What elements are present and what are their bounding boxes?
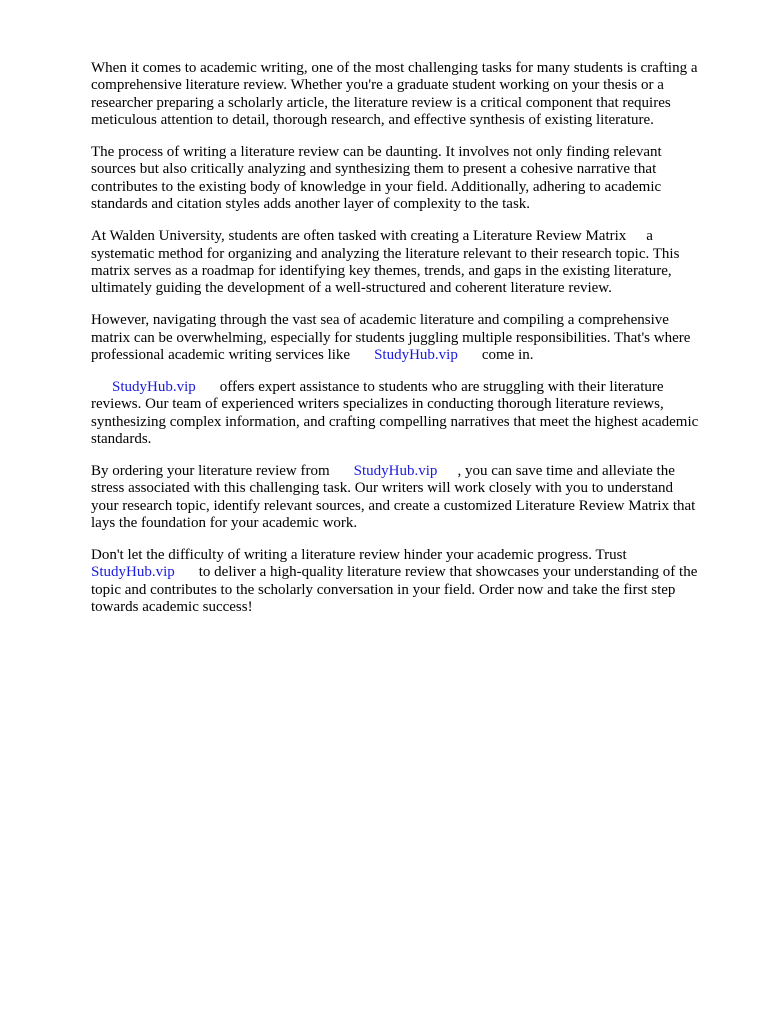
studyhub-link[interactable]: StudyHub.vip: [91, 564, 175, 581]
text-line: synthesizing complex information, and crafting compelling narratives that meet the highest academic: [91, 413, 699, 430]
text-line: reviews. Our team of experienced writers specializes in conducting thorough literature reviews,: [91, 396, 664, 413]
text-line: However, navigating through the vast sea of academic literature and compiling a comprehensive: [91, 312, 669, 329]
studyhub-link[interactable]: StudyHub.vip: [374, 346, 458, 363]
text-line: your research topic, identify relevant sources, and create a customized Literature Review Matrix that: [91, 497, 696, 514]
paragraph-ordering: [91, 463, 723, 533]
text-line: standards and citation styles adds another layer of complexity to the task.: [91, 196, 531, 213]
text-line: [91, 463, 723, 480]
text-line: stress associated with this challenging task. Our writers will work closely with you to understand: [91, 480, 673, 497]
text-line: ultimately guiding the development of a well-structured and coherent literature review.: [91, 280, 612, 297]
text-fragment: professional academic writing services like: [91, 346, 351, 363]
text-line: [91, 228, 723, 245]
text-fragment: At Walden University, students are often tasked with creating a Literature Review Matrix: [91, 228, 627, 245]
text-line: [91, 564, 723, 581]
paragraph-intro: [91, 60, 723, 130]
text-line: systematic method for organizing and analyzing the literature relevant to their research topic. This: [91, 245, 680, 262]
text-line: topic and contributes to the scholarly conversation in your field. Order now and take the first step: [91, 581, 676, 598]
text-line: Don't let the difficulty of writing a literature review hinder your academic progress. Trust: [91, 546, 627, 563]
text-line: matrix can be overwhelming, especially for students juggling multiple responsibilities. That's where: [91, 329, 691, 346]
paragraph-process: [91, 144, 723, 214]
document-page: [91, 60, 723, 631]
text-line: matrix serves as a roadmap for identifying key themes, trends, and gaps in the existing literature,: [91, 262, 672, 279]
paragraph-offers: [91, 379, 723, 449]
text-line: lays the foundation for your academic work.: [91, 515, 358, 532]
text-line: contributes to the existing body of knowledge in your field. Additionally, adhering to academic: [91, 178, 662, 195]
text-fragment: By ordering your literature review from: [91, 462, 330, 479]
text-fragment: , you can save time and alleviate the: [457, 462, 675, 479]
text-line: sources but also critically analyzing and synthesizing them to present a cohesive narrative that: [91, 161, 657, 178]
paragraph-closing: [91, 547, 723, 617]
text-fragment: offers expert assistance to students who are struggling with their literature: [219, 378, 664, 395]
text-line: The process of writing a literature review can be daunting. It involves not only finding relevant: [91, 144, 662, 161]
studyhub-link[interactable]: StudyHub.vip: [353, 462, 438, 479]
text-line: towards academic success!: [91, 599, 253, 616]
paragraph-walden: [91, 228, 723, 298]
text-fragment: to deliver a high-quality literature review that showcases your understanding of the: [198, 564, 698, 581]
paragraph-navigating: [91, 312, 723, 364]
text-line: [91, 347, 723, 364]
text-line: meticulous attention to detail, thorough research, and effective synthesis of existing literature.: [91, 112, 654, 129]
text-line: comprehensive literature review. Whether you're a graduate student working on your thesis or a: [91, 77, 664, 94]
text-line: standards.: [91, 431, 152, 448]
text-line: When it comes to academic writing, one of the most challenging tasks for many students is crafting a: [91, 60, 698, 76]
text-fragment: come in.: [481, 346, 534, 363]
text-fragment: a: [646, 228, 653, 245]
text-line: researcher preparing a scholarly article, the literature review is a critical component that requires: [91, 94, 671, 111]
studyhub-link[interactable]: StudyHub.vip: [112, 378, 196, 395]
text-line: [91, 379, 723, 396]
